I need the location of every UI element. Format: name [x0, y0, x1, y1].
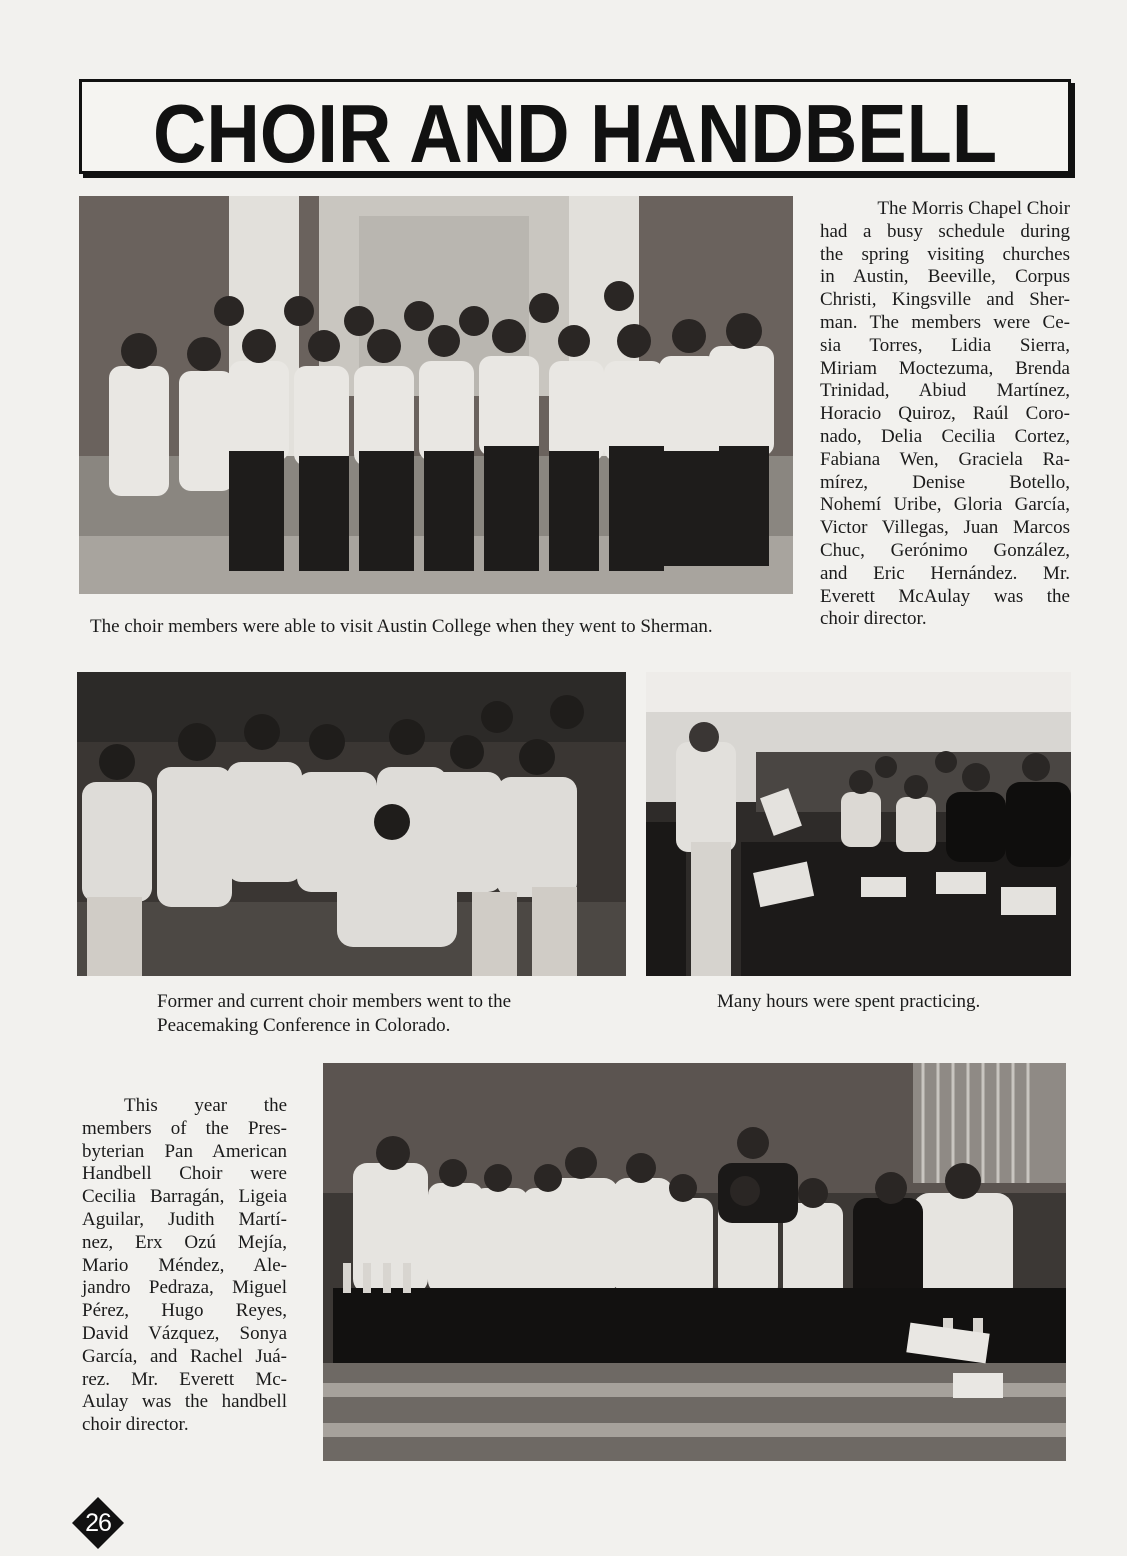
text-line: Handbell Choir were	[82, 1163, 287, 1185]
text-line: Chuc, Gerónimo González,	[820, 539, 1070, 561]
text-line: had a busy schedule during	[820, 220, 1070, 242]
choir-group-caption: The choir members were able to visit Austin College when they went to Sherman.	[90, 616, 713, 637]
text-line: Christi, Kingsville and Sher-	[820, 289, 1070, 311]
text-line: Aulay was the handbell	[82, 1391, 287, 1413]
text-line: in Austin, Beeville, Corpus	[820, 266, 1070, 288]
choir-group-photo	[79, 196, 793, 594]
handbell-choir-photo	[323, 1063, 1066, 1461]
page-number: 26	[85, 1509, 111, 1537]
text-line: Aguilar, Judith Martí-	[82, 1208, 287, 1230]
text-line: and Eric Hernández. Mr.	[820, 562, 1070, 584]
text-line: members of the Pres-	[82, 1117, 287, 1139]
text-line: sia Torres, Lidia Sierra,	[820, 334, 1070, 356]
text-line: García, and Rachel Juá-	[82, 1345, 287, 1367]
text-line: Miriam Moctezuma, Brenda	[820, 357, 1070, 379]
text-line: choir director.	[820, 608, 927, 630]
text-line: man. The members were Ce-	[820, 311, 1070, 333]
text-line: mírez, Denise Botello,	[820, 471, 1070, 493]
choir-article	[820, 198, 1070, 631]
text-line: This year the	[124, 1095, 287, 1116]
caption-line: Peacemaking Conference in Colorado.	[157, 1015, 451, 1036]
text-line: Mario Méndez, Ale-	[82, 1254, 287, 1276]
conference-caption	[157, 990, 617, 1038]
caption-line: Former and current choir members went to the	[157, 991, 512, 1012]
title-banner	[79, 79, 1071, 181]
text-line: choir director.	[82, 1414, 189, 1436]
text-line: Trinidad, Abiud Martínez,	[820, 380, 1070, 402]
page-title: CHOIR AND HANDBELL	[152, 87, 998, 181]
text-line: rez. Mr. Everett Mc-	[82, 1368, 287, 1390]
practice-photo	[646, 672, 1071, 976]
text-line: David Vázquez, Sonya	[82, 1322, 287, 1344]
text-line: nado, Delia Cecilia Cortez,	[820, 425, 1070, 447]
text-line: Nohemí Uribe, Gloria García,	[820, 494, 1070, 516]
conference-photo	[77, 672, 626, 976]
practice-caption: Many hours were spent practicing.	[717, 991, 981, 1012]
text-line: Horacio Quiroz, Raúl Coro-	[820, 403, 1070, 425]
text-line: Everett McAulay was the	[820, 585, 1070, 607]
text-line: the spring visiting churches	[820, 243, 1070, 265]
handbell-article	[82, 1095, 287, 1437]
text-line: nez, Erx Ozú Mejía,	[82, 1231, 287, 1253]
text-line: The Morris Chapel Choir	[877, 198, 1070, 219]
text-line: byterian Pan American	[82, 1140, 287, 1162]
text-line: Cecilia Barragán, Ligeia	[82, 1186, 287, 1208]
text-line: Fabiana Wen, Graciela Ra-	[820, 448, 1070, 470]
text-line: Pérez, Hugo Reyes,	[82, 1300, 287, 1322]
text-line: jandro Pedraza, Miguel	[82, 1277, 287, 1299]
text-line: Victor Villegas, Juan Marcos	[820, 517, 1070, 539]
